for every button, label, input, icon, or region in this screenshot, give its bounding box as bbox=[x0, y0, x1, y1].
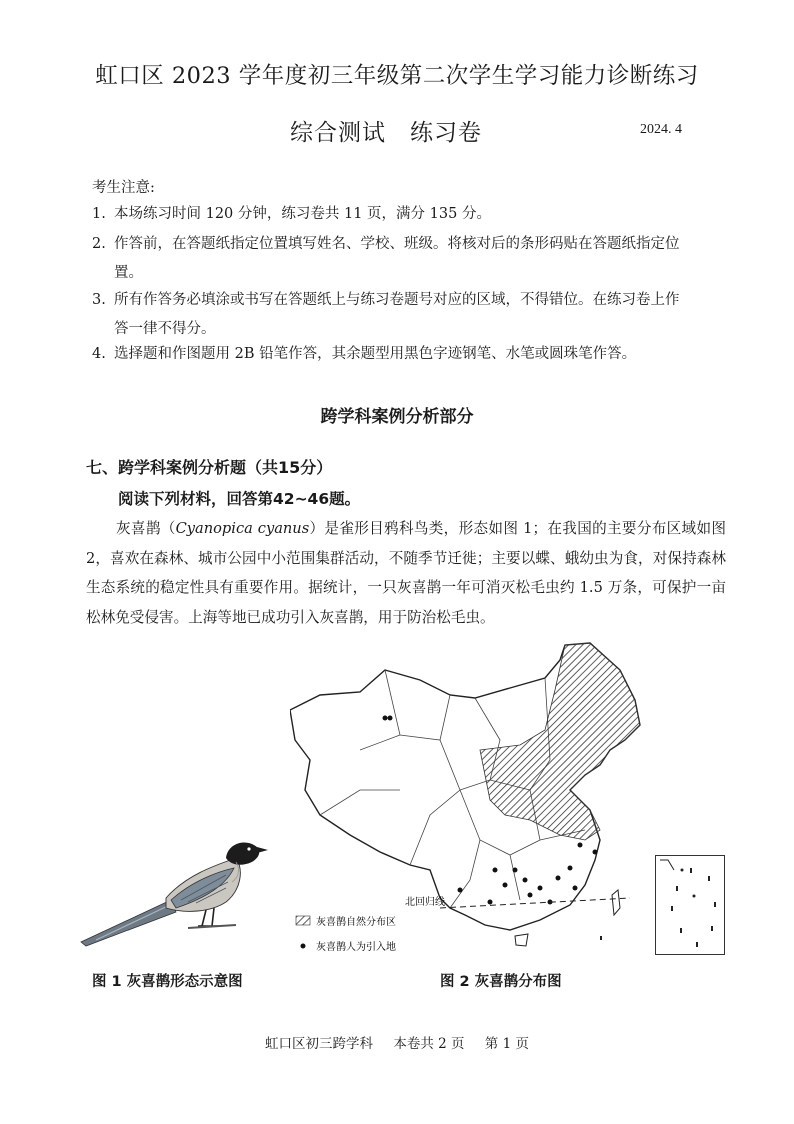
legend-introduced-label: 灰喜鹊人为引入地 bbox=[316, 942, 396, 953]
notice-text: 作答前，在答题纸指定位置填写姓名、学校、班级。将核对后的条形码贴在答题纸指定位 bbox=[114, 236, 680, 252]
notice-text: 所有作答务必填涂或书写在答题纸上与练习卷题号对应的区域，不得错位。在练习卷上作 bbox=[114, 292, 680, 308]
notice-text: 选择题和作图题用 2B 铅笔作答，其余题型用黑色字迹钢笔、水笔或圆珠笔作答。 bbox=[114, 346, 637, 362]
latin-name: Cyanopica cyanus bbox=[175, 520, 310, 537]
notice-item-4 bbox=[92, 340, 732, 369]
magpie-illustration bbox=[76, 830, 276, 955]
notice-number: 3. bbox=[92, 292, 106, 308]
notice-text-continued: 答一律不得分。 bbox=[114, 321, 216, 337]
inset-islands bbox=[656, 856, 724, 954]
south-islands bbox=[600, 936, 602, 940]
legend-natural-label: 灰喜鹊自然分布区 bbox=[316, 917, 396, 928]
legend-dot-swatch bbox=[301, 944, 306, 949]
notice-item-1 bbox=[92, 200, 732, 229]
figure-2-caption: 图 2 灰喜鹊分布图 bbox=[440, 974, 562, 990]
notice-text-continued: 置。 bbox=[114, 265, 143, 281]
notice-heading: 考生注意: bbox=[92, 180, 155, 196]
exam-date: 2024. 4 bbox=[640, 122, 682, 137]
notice-text: 本场练习时间 120 分钟，练习卷共 11 页，满分 135 分。 bbox=[114, 206, 491, 222]
passage-prefix: 灰喜鹊（ bbox=[116, 520, 176, 537]
figure-1-caption: 图 1 灰喜鹊形态示意图 bbox=[92, 974, 243, 990]
notice-number: 4. bbox=[92, 346, 106, 362]
footer-page-number: 第 1 页 bbox=[484, 1036, 529, 1052]
legend-hatch-swatch bbox=[296, 916, 310, 925]
question-instruction: 阅读下列材料，回答第42~46题。 bbox=[118, 490, 361, 508]
passage-body: ）是雀形目鸦科鸟类，形态如图 1；在我国的主要分布区域如图 2，喜欢在森林、城市公园中小范围集群活动，不随季节迁徙；主要以蝶、蛾幼虫为食，对保持森林生态系统的稳定性具有重要作用。据统计，一只灰喜鹊一年可消灭松毛虫约 1.5 万条，可保护一亩松林免受侵害。上海等地已成功引入灰喜鹊，用于防治松毛虫。 bbox=[86, 520, 726, 626]
exam-title: 虹口区 2023 学年度初三年级第二次学生学习能力诊断练习 bbox=[95, 63, 699, 89]
distribution-map bbox=[290, 640, 645, 960]
page-footer bbox=[0, 1032, 794, 1052]
question-heading: 七、跨学科案例分析题（共15分） bbox=[86, 458, 333, 477]
reading-passage bbox=[86, 514, 726, 632]
taiwan-outline bbox=[612, 890, 620, 915]
notice-item-2 bbox=[92, 230, 732, 288]
footer-page-count: 本卷共 2 页 bbox=[393, 1036, 465, 1052]
footer-school: 虹口区初三跨学科 bbox=[265, 1036, 374, 1052]
notice-number: 2. bbox=[92, 236, 106, 252]
exam-subtitle: 综合测试 练习卷 bbox=[290, 120, 482, 146]
notice-number: 1. bbox=[92, 206, 106, 222]
south-china-sea-inset bbox=[655, 855, 725, 955]
hainan-outline bbox=[515, 934, 528, 946]
notice-item-3 bbox=[92, 286, 732, 344]
tropic-of-cancer-label: 北回归线 bbox=[405, 897, 445, 908]
section-title: 跨学科案例分析部分 bbox=[320, 407, 474, 427]
